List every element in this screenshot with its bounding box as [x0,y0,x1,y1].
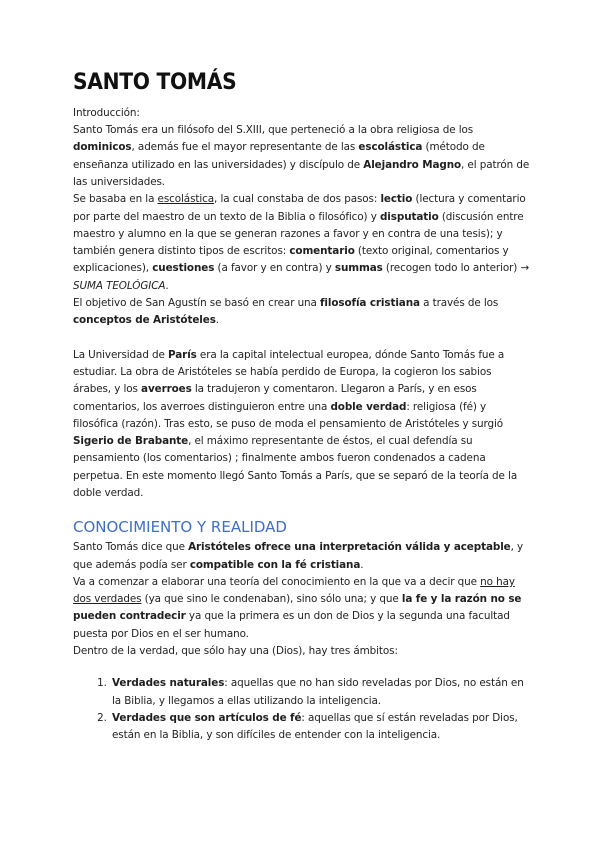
intro-paragraph-3: El objetivo de San Agustín se basó en crear una filosofía cristiana a través de los conceptos de Aristóteles. [73,297,499,327]
section-paragraph-1: Santo Tomás dice que Aristóteles ofrece una interpretación válida y aceptable, y que además podía ser compatible con la fé cristiana. [73,541,524,571]
section-paragraph-3: Dentro de la verdad, que sólo hay una (Dios), hay tres ámbitos: [73,645,398,658]
intro-paragraph-2: Se basaba en la escolástica, la cual constaba de dos pasos: lectio (lectura y comentario por parte del maestro de un texto de la Biblia o filosófico) y disputatio (discusión entre maestro y alumno en la que se generan razones a favor y en contra de una tesis); y también genera distinto tipos de escritos: comentario (texto original, comentarios y explicaciones), cuestiones (a favor y en contra) y summas (recogen todo lo anterior) → SUMA TEOLÓGICA. [73,193,530,292]
section-paragraph-2: Va a comenzar a elaborar una teoría del conocimiento en la que va a decir que no hay dos verdades (ya que sino le condenaban), sino sólo una; y que la fe y la razón no se pueden contradecir ya que la primera es un don de Dios y la segunda una facultad puesta por Dios en el ser humano. [73,575,522,640]
paragraph-gap [73,330,530,347]
paris-paragraph: La Universidad de París era la capital intelectual europea, dónde Santo Tomás fue a estudiar. La obra de Aristóteles se había perdido de Europa, la cogieron los sabios árabes, y los averroes la tradujeron y comentaron. Llegaron a París, y en esos comentarios, los averroes distinguieron entre una doble verdad: religiosa (fé) y filosófica (razón). Tras esto, se puso de moda el pensamiento de Aristóteles y surgió Sigerio de Brabante, el máximo representante de éstos, el cual defendía su pensamiento (los comentarios) ; finalmente ambos fueron condenados a cadena perpetua. En este momento llegó Santo Tomás a París, que se separó de la teoría de la doble verdad. [73,348,518,499]
intro-label: Introducción: [73,106,140,119]
truths-list [73,675,530,744]
section-heading: CONOCIMIENTO Y REALIDAD [73,518,287,537]
page-title: SANTO TOMÁS [73,69,237,95]
list-item: 1. Verdades naturales: aquellas que no han sido reveladas por Dios, no están en la Biblia, y llegamos a ellas utilizando la inteligencia. [110,675,530,710]
list-item: 2. Verdades que son artículos de fé: aquellas que sí están reveladas por Dios, están en la Biblia, y son difíciles de entender con la inteligencia. [110,710,530,745]
intro-paragraph-1: Santo Tomás era un filósofo del S.XIII, que perteneció a la obra religiosa de los dominicos, además fue el mayor representante de las escolástica (método de enseñanza utilizado en las universidades) y discípulo de Alejandro Magno, el patrón de las universidades. [73,124,530,188]
